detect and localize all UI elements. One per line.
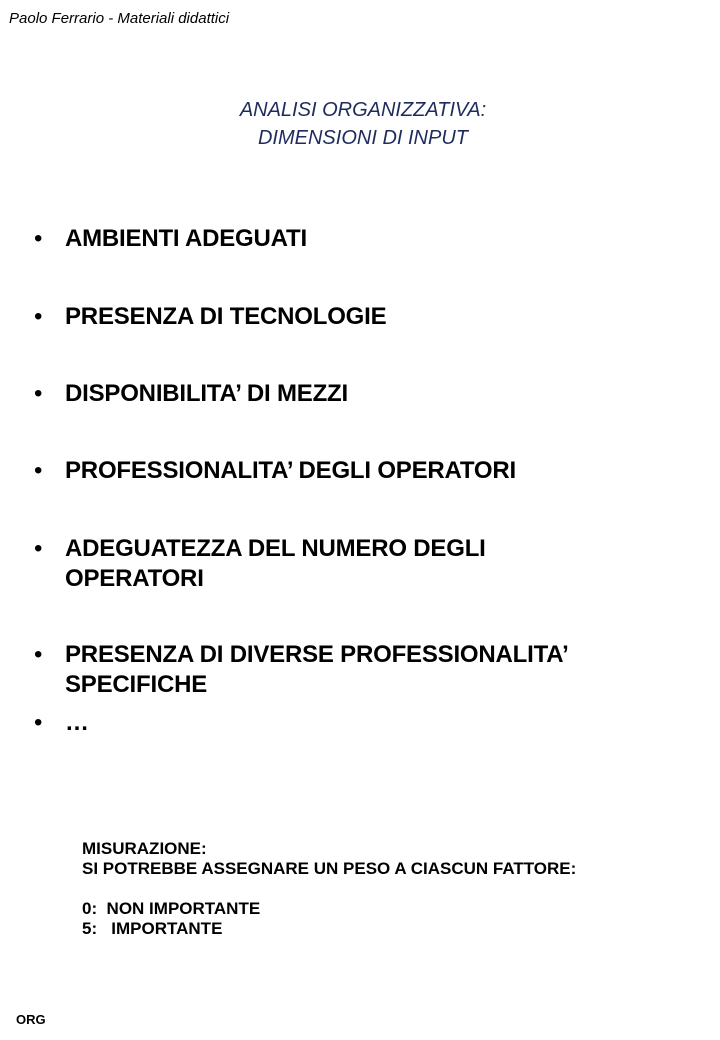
spacer <box>82 879 576 899</box>
footer-note: ORG <box>16 1012 46 1027</box>
bullet-text: PRESENZA DI TECNOLOGIE <box>65 303 387 330</box>
bullet-dot-icon: • <box>34 303 43 330</box>
scale-item: 0: NON IMPORTANTE <box>82 899 261 918</box>
bullet-text: ADEGUATEZZA DEL NUMERO DEGLI OPERATORI <box>65 535 486 592</box>
measurement-heading: MISURAZIONE: <box>82 839 207 858</box>
bullet-dot-icon: • <box>34 380 43 407</box>
title-line-2: DIMENSIONI DI INPUT <box>257 127 468 149</box>
bullet-dot-icon: • <box>34 225 43 252</box>
bullet-dot-icon: • <box>34 535 43 562</box>
bullet-text: PROFESSIONALITA’ DEGLI OPERATORI <box>65 457 516 484</box>
bullet-text: … <box>65 709 89 736</box>
bullet-dot-icon: • <box>34 457 43 484</box>
bullet-text: AMBIENTI ADEGUATI <box>65 225 307 252</box>
measurement-description: SI POTREBBE ASSEGNARE UN PESO A CIASCUN FATTORE: <box>82 859 577 878</box>
header-note: Paolo Ferrario - Materiali didattici <box>9 10 230 27</box>
bullet-text: PRESENZA DI DIVERSE PROFESSIONALITA’ SPECIFICHE <box>65 641 568 698</box>
bullet-text: DISPONIBILITA’ DI MEZZI <box>65 380 348 407</box>
page-title <box>0 96 720 152</box>
bullet-dot-icon: • <box>34 641 43 668</box>
bullet-dot-icon: • <box>34 709 43 736</box>
title-line-1: ANALISI ORGANIZZATIVA: <box>239 99 487 121</box>
measurement-note <box>82 839 576 939</box>
scale-item: 5: IMPORTANTE <box>82 919 223 938</box>
